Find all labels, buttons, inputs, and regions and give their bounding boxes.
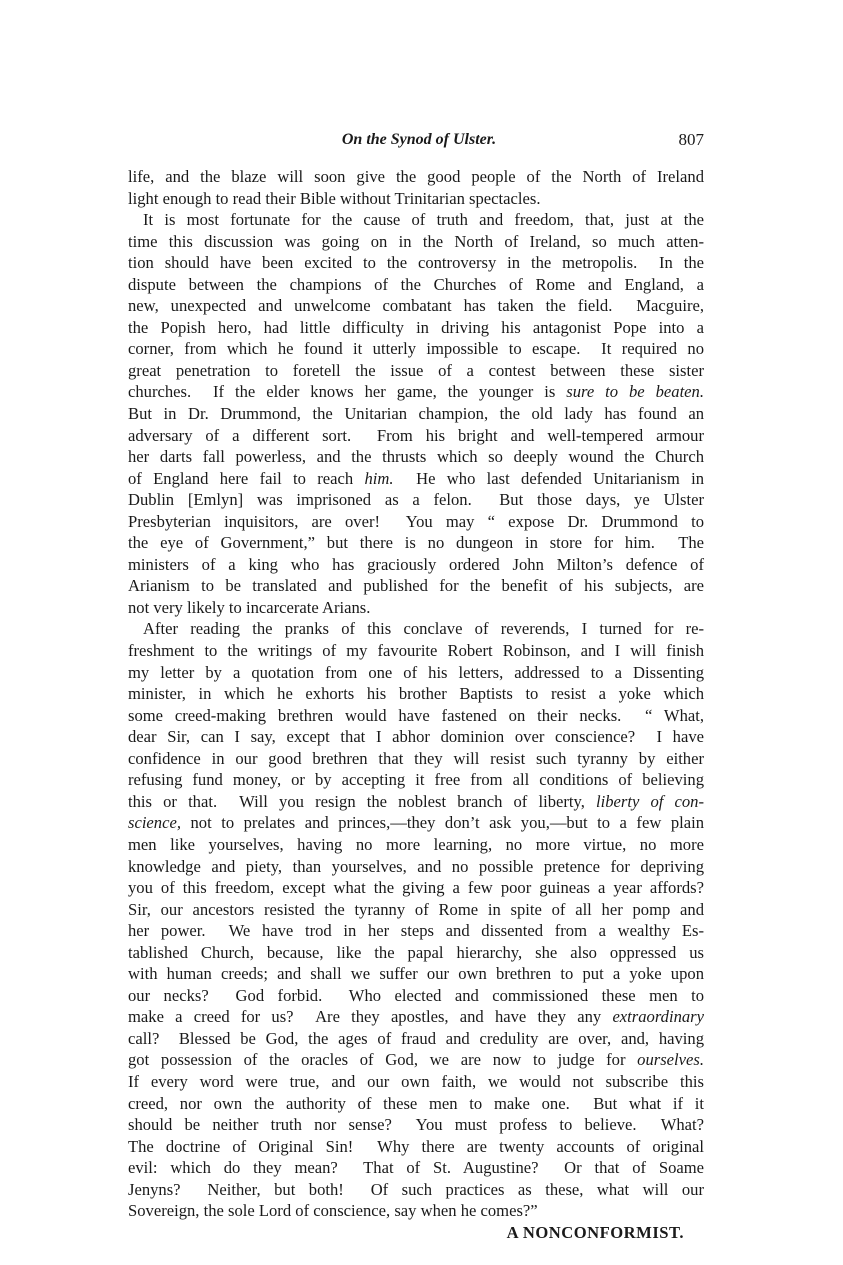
text-line: If every word were true, and our own faith, we would not subscribe this [128, 1071, 704, 1091]
text-segment: churches. If the elder knows her game, the younger is [128, 382, 567, 402]
text-line: It is most fortunate for the cause of truth and freedom, that, just at the [143, 210, 704, 230]
text-line: After reading the pranks of this conclave of reverends, I turned for re- [143, 619, 704, 639]
text-line [128, 1049, 704, 1071]
text-line: dispute between the champions of the Churches of Rome and England, a [128, 274, 704, 294]
text-line: corner, from which he found it utterly impossible to escape. It required no [128, 339, 704, 359]
text-line: Jenyns? Neither, but both! Of such practices as these, what will our [128, 1179, 704, 1199]
page-number: 807 [678, 130, 704, 149]
text-line: dear Sir, can I say, except that I abhor dominion over conscience? I have [128, 727, 704, 747]
text-line: minister, in which he exhorts his brother Baptists to resist a yoke which [128, 684, 704, 704]
text-line: Arianism to be translated and published for the benefit of his subjects, are [128, 576, 704, 596]
text-line: call? Blessed be God, the ages of fraud and credulity are over, and, having [128, 1028, 704, 1048]
text-line: new, unexpected and unwelcome combatant has taken the field. Macguire, [128, 296, 704, 316]
italic-emphasis: liberty of con- [596, 791, 704, 811]
text-line: the Popish hero, had little difficulty in driving his antagonist Pope into a [128, 317, 704, 337]
text-line [128, 468, 704, 490]
text-line: Sir, our ancestors resisted the tyranny of Rome in spite of all her pomp and [128, 899, 704, 919]
text-line: with human creeds; and shall we suffer our own brethren to put a yoke upon [128, 964, 704, 984]
running-head [128, 128, 704, 154]
text-line: not very likely to incarcerate Arians. [128, 597, 371, 617]
italic-emphasis: ourselves. [637, 1050, 704, 1070]
signature: A NONCONFORMIST. [506, 1222, 684, 1242]
text-segment: got possession of the oracles of God, we are now to judge for [128, 1050, 638, 1070]
text-line: my letter by a quotation from one of his letters, addressed to a Dissenting [128, 662, 704, 682]
text-line: some creed-making brethren would have fastened on their necks. “ What, [128, 705, 704, 725]
text-line: The doctrine of Original Sin! Why there are twenty accounts of original [128, 1136, 704, 1156]
text-line: tablished Church, because, like the papal hierarchy, she also oppressed us [128, 942, 704, 962]
document-page [128, 128, 704, 1243]
body-text [128, 166, 704, 1243]
text-line: confidence in our good brethren that they will resist such tyranny by either [128, 748, 704, 768]
text-line: tion should have been excited to the controversy in the metropolis. In the [128, 253, 704, 273]
text-line: Sovereign, the sole Lord of conscience, say when he comes?” [128, 1201, 538, 1221]
text-line: time this discussion was going on in the North of Ireland, so much atten- [128, 231, 704, 251]
text-line: creed, nor own the authority of these men to make one. But what if it [128, 1093, 704, 1113]
text-line: light enough to read their Bible without Trinitarian spectacles. [128, 188, 541, 208]
text-line: Presbyterian inquisitors, are over! You may “ expose Dr. Drummond to [128, 511, 704, 531]
text-line: Dublin [Emlyn] was imprisoned as a felon. But those days, ye Ulster [128, 490, 704, 510]
text-line: life, and the blaze will soon give the good people of the North of Ireland [128, 167, 704, 186]
text-line: But in Dr. Drummond, the Unitarian champion, the old lady has found an [128, 404, 704, 424]
text-line: evil: which do they mean? That of St. Augustine? Or that of Soame [128, 1158, 704, 1178]
text-segment: of England here fail to reach [128, 468, 365, 488]
text-segment: make a creed for us? Are they apostles, and have they any [128, 1007, 613, 1027]
text-line: ministers of a king who has graciously ordered John Milton’s defence of [128, 554, 704, 574]
text-line: should be neither truth nor sense? You must profess to believe. What? [128, 1115, 704, 1135]
text-line: you of this freedom, except what the giving a few poor guineas a year affords? [128, 878, 704, 898]
text-line [128, 1006, 704, 1028]
text-line [128, 381, 704, 403]
text-line: her darts fall powerless, and the thrusts which so deeply wound the Church [128, 447, 704, 467]
text-line: adversary of a different sort. From his bright and well-tempered armour [128, 425, 704, 445]
text-line: her power. We have trod in her steps and dissented from a wealthy Es- [128, 921, 704, 941]
italic-emphasis: sure to be beaten. [566, 382, 704, 402]
text-line: our necks? God forbid. Who elected and commissioned these men to [128, 985, 704, 1005]
italic-emphasis: him. [364, 468, 394, 488]
text-segment: He who last defended Unitarianism in [393, 468, 704, 488]
text-line: refusing fund money, or by accepting it free from all conditions of believing [128, 770, 704, 790]
text-line: the eye of Government,” but there is no dungeon in store for him. The [128, 533, 704, 553]
text-line: freshment to the writings of my favourite Robert Robinson, and I will finish [128, 641, 704, 661]
text-line [128, 791, 704, 813]
text-line [128, 812, 704, 834]
italic-emphasis: science, [128, 813, 181, 833]
running-title: On the Synod of Ulster. [341, 131, 497, 148]
text-line: men like yourselves, having no more learning, no more virtue, no more [128, 834, 704, 854]
text-line: great penetration to foretell the issue of a contest between these sister [128, 360, 704, 380]
text-segment: not to prelates and princes,—they don’t ask you,—but to a few plain [180, 813, 704, 833]
italic-emphasis: extraordinary [612, 1007, 704, 1027]
text-line: knowledge and piety, than yourselves, and no possible pretence for depriving [128, 856, 704, 876]
text-segment: this or that. Will you resign the noblest branch of liberty, [128, 791, 596, 811]
